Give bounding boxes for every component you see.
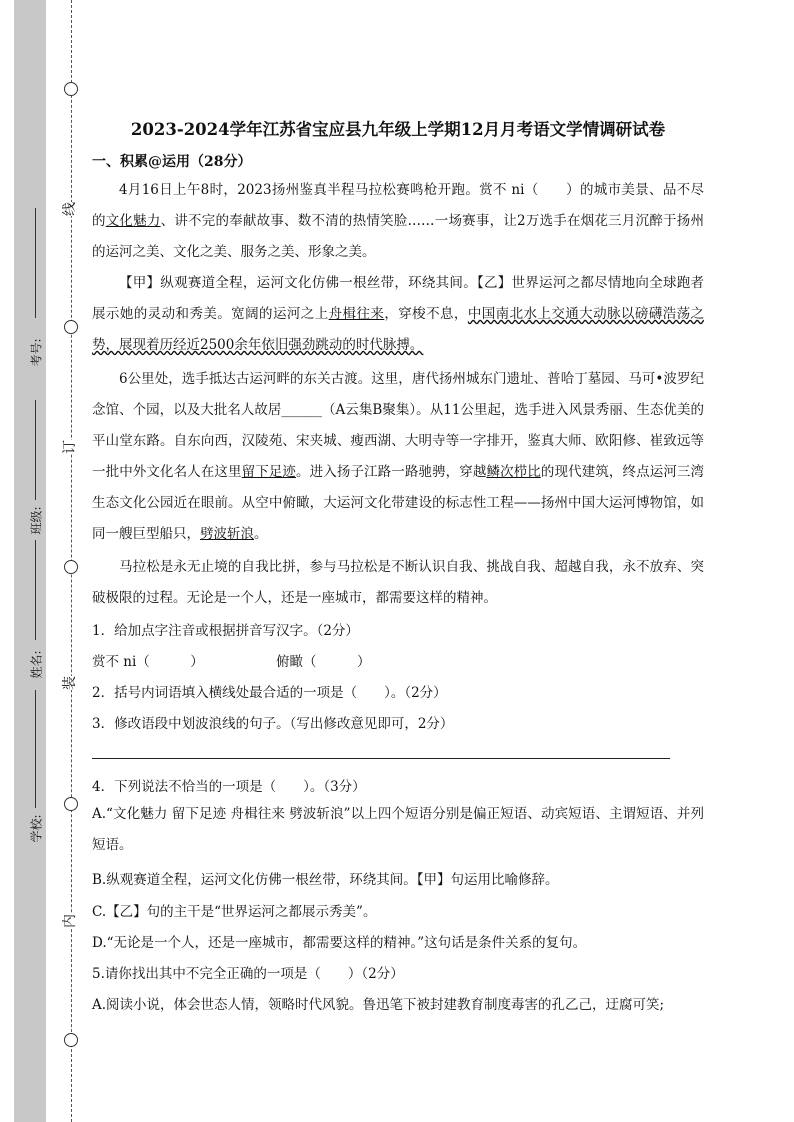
question-2: 2．括号内词语填入横线处最合适的一项是（ ）。（2分） — [92, 685, 447, 701]
question-4-option-a: A.“文化魅力 留下足迹 舟楫往来 劈波斩浪”以上四个短语分别是偏正短语、动宾短语、主谓短语、并列短语。 — [92, 806, 704, 853]
fill-line — [35, 540, 36, 640]
question-1-item: 俯瞰（ ） — [276, 654, 371, 670]
question-1-item: 赏不 ni（ ） — [92, 654, 204, 670]
class-label: 班级: — [29, 506, 44, 535]
binding-strip — [14, 0, 46, 1122]
question-3: 3．修改语段中划波浪线的句子。（写出修改意见即可，2分） — [92, 716, 454, 732]
binding-hole — [64, 797, 78, 811]
binding-hole — [64, 1033, 78, 1047]
binding-hole — [64, 320, 78, 334]
margin-char-xian: 线 — [62, 202, 78, 216]
fill-line — [35, 208, 36, 318]
passage-paragraph-2: 【甲】纵观赛道全程，运河文化仿佛一根丝带，环绕其间。【乙】世界运河之都尽情地向全球跑者展示她的灵动和秀美。宽阔的运河之上舟楫往来，穿梭不息，中国南北水上交通大动脉以磅礴浩荡之势，展现着历经近2500余年依旧强劲跳动的时代脉搏。 — [92, 275, 705, 353]
fill-line — [35, 400, 36, 500]
question-5: 5.请你找出其中不完全正确的一项是（ ）（2分） — [92, 966, 404, 982]
section-heading: 一、积累@运用（28分） — [92, 154, 252, 170]
binding-hole — [64, 560, 78, 574]
question-4: 4．下列说法不恰当的一项是（ ）。（3分） — [92, 779, 366, 795]
binding-hole — [64, 82, 78, 96]
page-title: 2023-2024学年江苏省宝应县九年级上学期12月月考语文学情调研试卷 — [130, 120, 666, 139]
fill-line — [35, 690, 36, 808]
passage-paragraph-4: 马拉松是永无止境的自我比拼，参与马拉松是不断认识自我、挑战自我、超越自我，永不放弃、突破极限的过程。无论是一个人，还是一座城市，都需要这样的精神。 — [92, 559, 704, 606]
margin-char-nei: 内 — [62, 914, 78, 928]
school-label: 学校: — [29, 814, 44, 843]
question-1: 1．给加点字注音或根据拼音写汉字。（2分） — [92, 623, 359, 639]
question-5-option-a: A.阅读小说，体会世态人情，领略时代风貌。鲁迅笔下被封建教育制度毒害的孔乙己，迂腐可笑; — [92, 997, 665, 1013]
question-4-option-b: B.纵观赛道全程，运河文化仿佛一根丝带，环绕其间。【甲】句运用比喻修辞。 — [92, 872, 559, 888]
question-4-option-d: D.“无论是一个人，还是一座城市，都需要这样的精神。”这句话是条件关系的复句。 — [92, 935, 587, 951]
exam-number-label: 考号: — [29, 338, 44, 367]
question-4-option-c: C.【乙】句的主干是“世界运河之都展示秀美”。 — [92, 904, 377, 920]
passage-paragraph-1: 4月16日上午8时，2023扬州鉴真半程马拉松赛鸣枪开跑。赏不 ni（ ）的城市美景、品不尽的文化魅力、讲不完的奉献故事、数不清的热情笑脸……一场赛事，让2万选手在烟花三月沉醉于扬州的运河之美、文化之美、服务之美、形象之美。 — [92, 182, 704, 260]
answer-line[interactable] — [92, 758, 670, 759]
margin-char-zhuang: 装 — [62, 676, 78, 690]
name-label: 姓名: — [29, 650, 44, 679]
passage-paragraph-3: 6公里处，选手抵达古运河畔的东关古渡。这里，唐代扬州城东门遗址、普哈丁墓园、马可•波罗纪念馆、个园，以及大批名人故居______（A云集B聚集）。从11公里起，选手进入风景秀丽、生态优美的平山堂东路。自东向西，汉陵苑、宋夹城、瘦西湖、大明寺等一字排开，鉴真大师、欧阳修、崔致远等一批中外文化名人在这里留下足迹。进入扬子江路一路驰骋，穿越鳞次栉比的现代建筑，终点运河三湾生态文化公园近在眼前。从空中俯瞰，大运河文化带建设的标志性工程——扬州中国大运河博物馆，如同一艘巨型船只，劈波斩浪。 — [92, 371, 705, 542]
margin-char-ding: 订 — [62, 440, 78, 454]
